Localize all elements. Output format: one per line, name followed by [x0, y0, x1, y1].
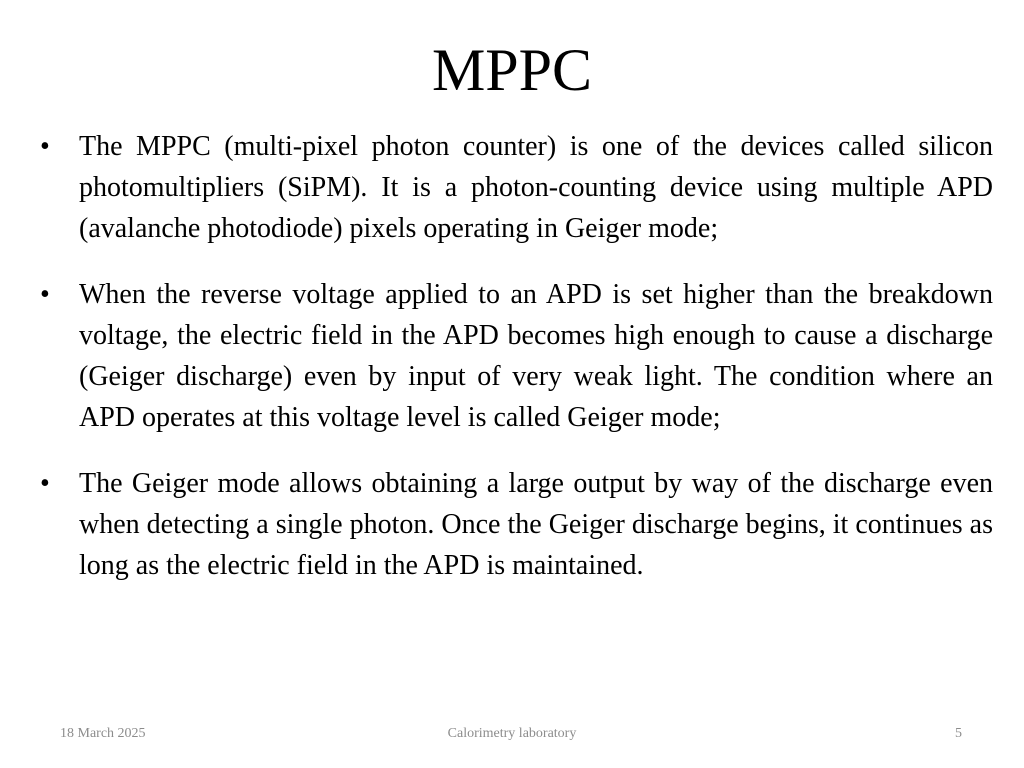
bullet-item [40, 274, 993, 438]
bullet-list [40, 126, 993, 611]
bullet-icon: • [40, 468, 50, 499]
bullet-icon: • [40, 279, 50, 310]
footer-date: 18 March 2025 [60, 726, 146, 741]
page-number: 5 [955, 726, 962, 741]
bullet-text: The MPPC (multi-pixel photon counter) is one of the devices called silicon photomultipliers (SiPM). It is a photon-counting device using multiple APD (avalanche photodiode) pixels operating in Geiger mode; [79, 131, 993, 244]
bullet-item [40, 126, 993, 249]
bullet-text: When the reverse voltage applied to an APD is set higher than the breakdown voltage, the electric field in the APD becomes high enough to cause a discharge (Geiger discharge) even by input of very weak light. The condition where an APD operates at this voltage level is called Geiger mode; [79, 279, 993, 433]
footer-title: Calorimetry laboratory [447, 726, 577, 741]
bullet-item [40, 463, 993, 586]
slide-title: MPPC [431, 37, 593, 103]
bullet-text: The Geiger mode allows obtaining a large output by way of the discharge even when detecting a single photon. Once the Geiger discharge begins, it continues as long as the electric field in the APD is maintained. [79, 468, 993, 581]
bullet-icon: • [40, 131, 50, 162]
